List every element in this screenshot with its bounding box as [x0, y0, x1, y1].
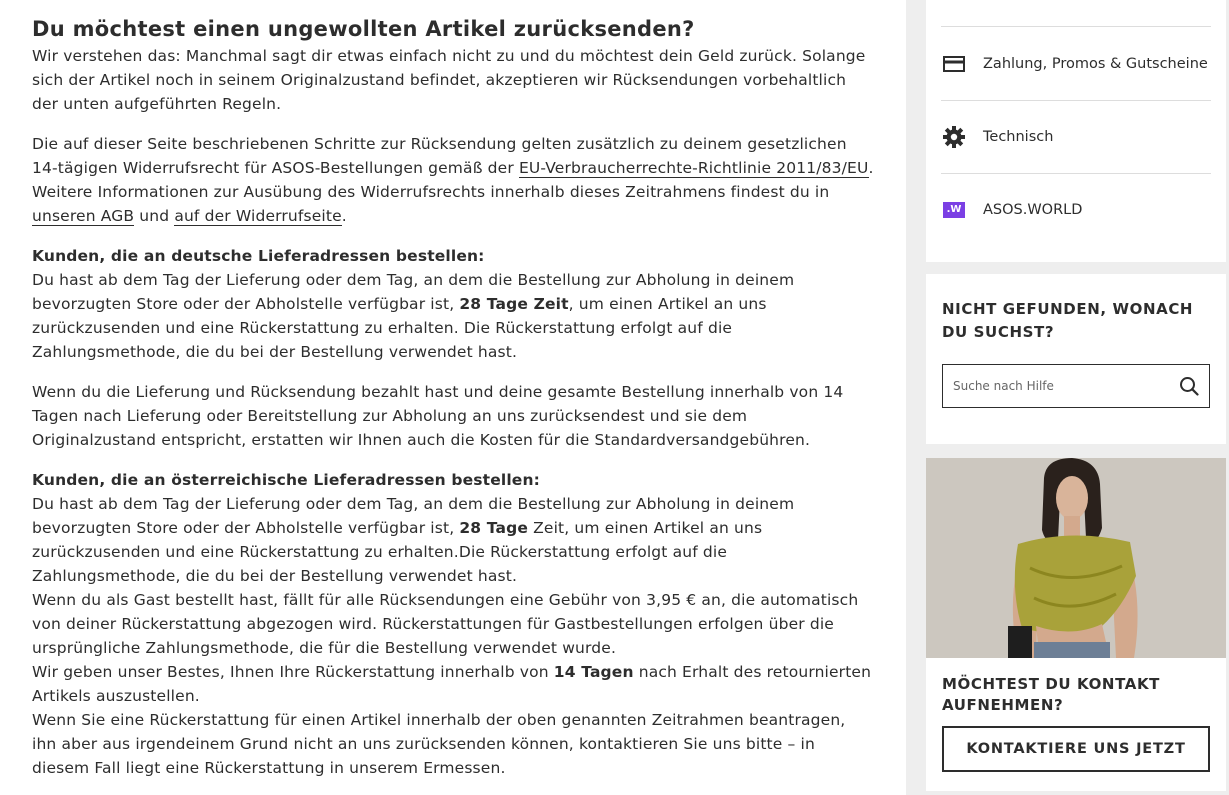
contact-card [926, 458, 1226, 791]
legal-text-mid: . Weitere Informationen zur Ausübung des Widerrufsrechts innerhalb dieses Zeitrahmens findest du in [32, 159, 874, 201]
at-paragraph-2: Wenn du als Gast bestellt hast, fällt für alle Rücksendungen eine Gebühr von 3,95 € an, die automatisch von deiner Rückerstattung abgezogen wird. Rückerstattungen für Gastbestellungen erfolgen über die ursprüngliche Zahlungsmethode, die für die Bestellung verwendet wurde. [32, 591, 859, 657]
sidebar-item-label: ASOS.WORLD [983, 202, 1083, 218]
de-section-heading: Kunden, die an deutsche Lieferadressen bestellen: [32, 247, 485, 265]
sidebar-item-payment[interactable] [941, 27, 1211, 100]
at-paragraph-4: Wenn Sie eine Rückerstattung für einen Artikel innerhalb der oben genannten Zeitrahmen beantragen, ihn aber aus irgendeinem Grund nicht an uns zurücksenden können, kontaktieren Sie uns bitte – in diesem Fall liegt eine Rückerstattung in unserem Ermessen. [32, 711, 846, 777]
legal-text-and: und [134, 207, 175, 225]
at-section-heading: Kunden, die an österreichische Lieferadressen bestellen: [32, 471, 540, 489]
promo-image [926, 458, 1226, 658]
contact-us-button[interactable]: KONTAKTIERE UNS JETZT [942, 726, 1210, 772]
sidebar-item-label: Technisch [983, 129, 1054, 145]
agb-link[interactable]: unseren AGB [32, 207, 135, 225]
search-heading: NICHT GEFUNDEN, WONACH DU SUCHST? [942, 300, 1194, 341]
de-paragraph-1: Du hast ab dem Tag der Lieferung oder dem Tag, an dem die Bestellung zur Abholung in deinem bevorzugten Store oder der Abholstelle verfügbar ist, 28 Tage Zeit, um einen Artikel an uns zurückzusenden und eine Rückerstattung zu erhalten. Die Rückerstattung erfolgt auf die Zahlungsmethode, die du bei der Bestellung verwendet hast. [32, 271, 795, 361]
sidebar-item-asos-world[interactable] [941, 173, 1211, 246]
page-title: Du möchtest einen ungewollten Artikel zurücksenden? [32, 17, 695, 41]
search-icon[interactable] [1179, 376, 1199, 396]
at-paragraph-3: Wir geben unser Bestes, Ihnen Ihre Rückerstattung innerhalb von 14 Tagen nach Erhalt des retournierten Artikels auszustellen. [32, 663, 872, 705]
gear-icon [943, 126, 965, 148]
legal-paragraph [32, 132, 874, 228]
search-help-card [926, 274, 1226, 444]
nav-divider [941, 0, 1211, 27]
eu-directive-link[interactable]: EU-Verbraucherrechte-Richtlinie 2011/83/EU [518, 159, 869, 177]
search-input[interactable] [953, 379, 1153, 393]
credit-card-icon [943, 53, 965, 75]
withdrawal-page-link[interactable]: auf der Widerrufseite [174, 207, 342, 225]
intro-paragraph: Wir verstehen das: Manchmal sagt dir etwas einfach nicht zu und du möchtest dein Geld zurück. Solange sich der Artikel noch in seinem Originalzustand befindet, akzeptieren wir Rücksendungen vorbehaltlich der unten aufgeführten Regeln. [32, 47, 866, 113]
search-box [942, 364, 1210, 408]
sidebar-item-label: Zahlung, Promos & Gutscheine [983, 55, 1208, 72]
contact-heading: MÖCHTEST DU KONTAKT AUFNEHMEN? [942, 675, 1161, 714]
sidebar-item-technical[interactable] [941, 100, 1211, 173]
help-topics-card [926, 0, 1226, 262]
asos-world-icon: .W [943, 199, 965, 221]
at-paragraph-1: Du hast ab dem Tag der Lieferung oder dem Tag, an dem die Bestellung zur Abholung in deinem bevorzugten Store oder der Abholstelle verfügbar ist, 28 Tage Zeit, um einen Artikel an uns zurückzusenden und eine Rückerstattung zu erhalten.Die Rückerstattung erfolgt auf die Zahlungsmethode, die du bei der Bestellung verwendet hast. [32, 495, 795, 585]
legal-text-pre: Die auf dieser Seite beschriebenen Schritte zur Rücksendung gelten zusätzlich zu deinem gesetzlichen 14-tägigen Widerrufsrecht für ASOS-Bestellungen gemäß der [32, 135, 847, 177]
legal-text-end: . [341, 207, 347, 225]
de-paragraph-2: Wenn du die Lieferung und Rücksendung bezahlt hast und deine gesamte Bestellung innerhalb von 14 Tagen nach Lieferung oder Bereitstellung zur Abholung an uns zurücksendest und sie dem Originalzustand entspricht, erstatten wir Ihnen auch die Kosten für die Standardversandgebühren. [32, 383, 844, 449]
